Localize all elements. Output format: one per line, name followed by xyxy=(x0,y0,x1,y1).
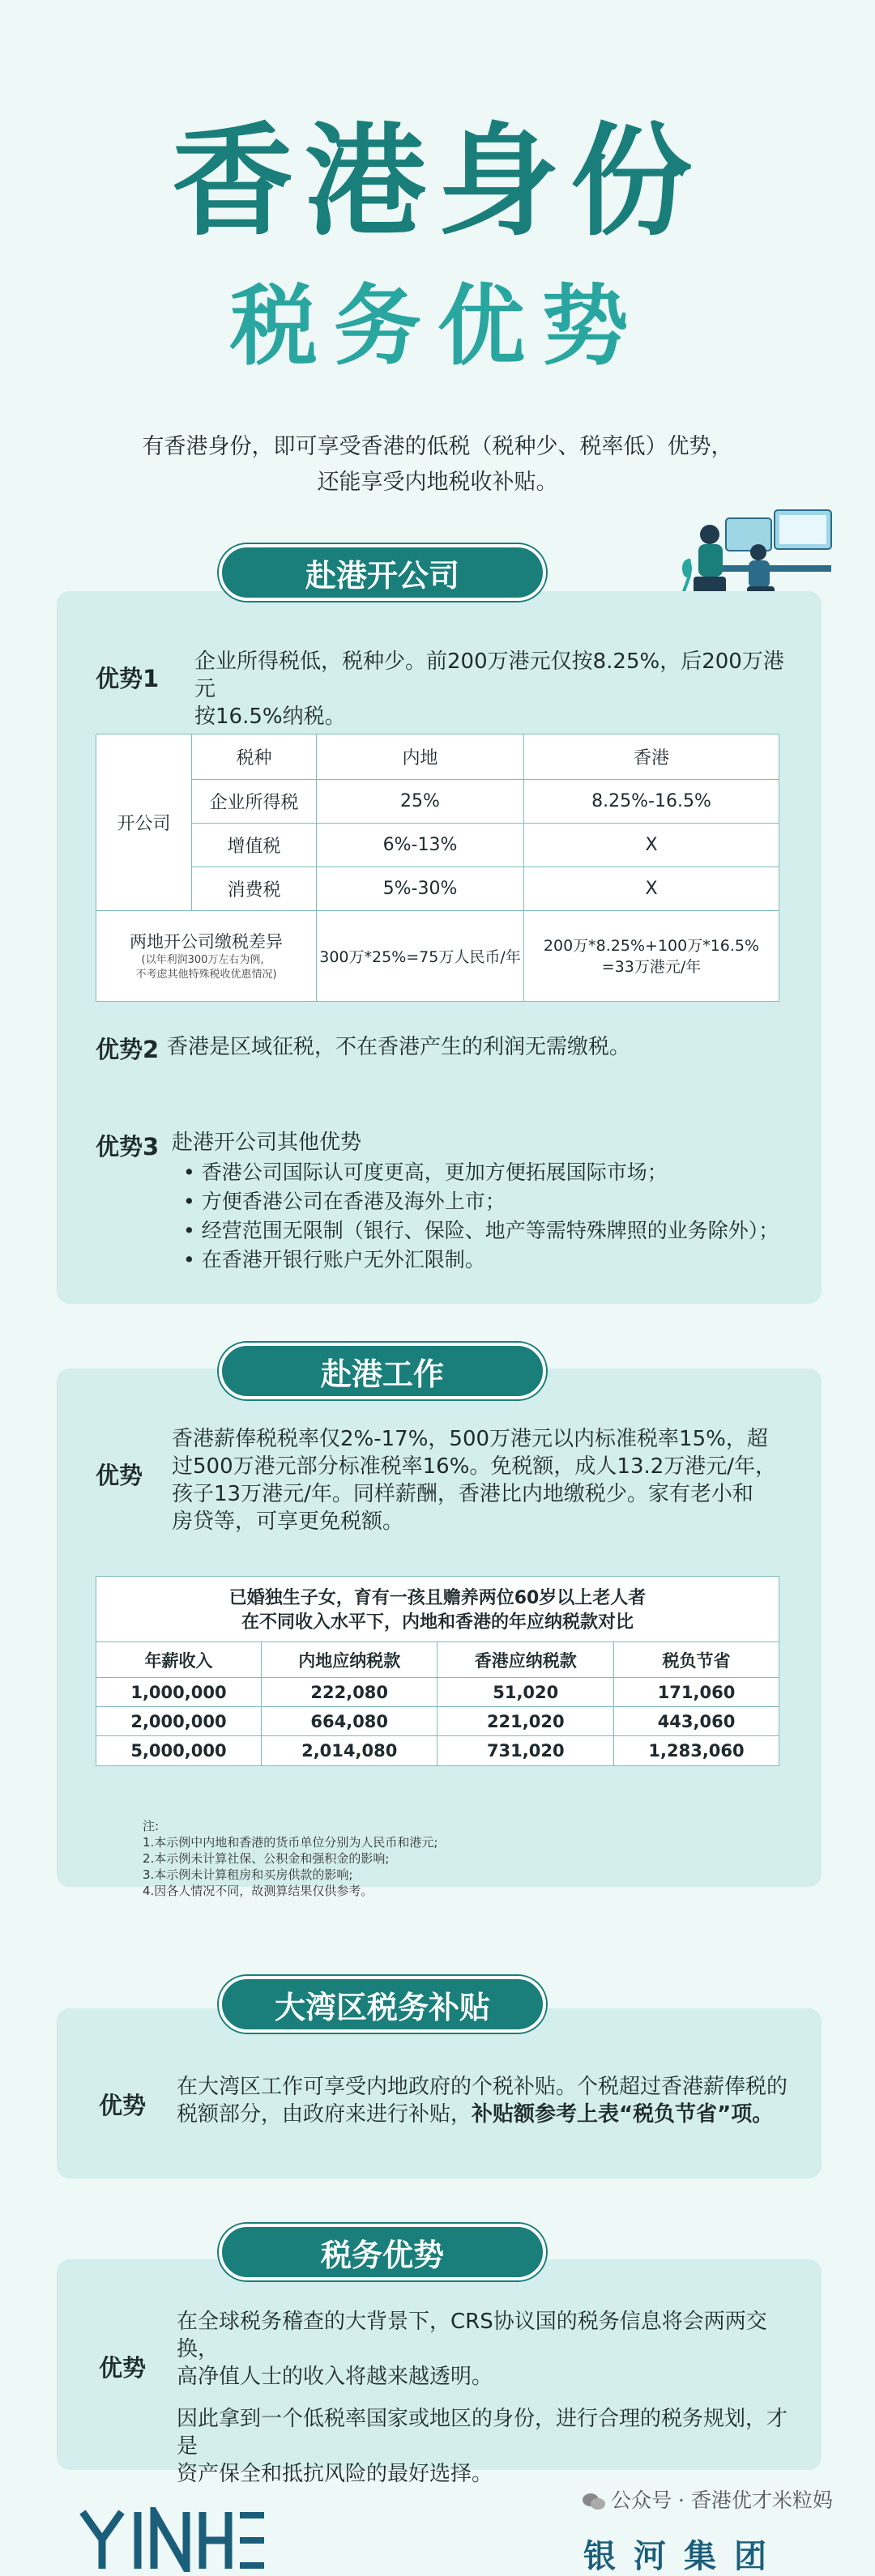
page-subtitle: 税务优势 xyxy=(229,276,645,377)
list-item: • 香港公司国际认可度更高，更加方便拓展国际市场； xyxy=(183,1158,779,1187)
col-mainland: 内地 xyxy=(317,734,524,780)
intro-text: 有香港身份，即可享受香港的低税（税种少、税率低）优势， 还能享受内地税收补贴。 xyxy=(142,434,733,495)
advantage-1-label: 优势1 xyxy=(96,665,160,692)
list-item: • 在香港开银行账户无外汇限制。 xyxy=(183,1245,779,1275)
advantage-3-title: 赴港开公司其他优势 xyxy=(172,1130,362,1155)
yinhe-logo-icon xyxy=(79,2507,266,2572)
group-label: 开公司 xyxy=(96,734,192,911)
list-item: • 经营范围无限制（银行、保险、地产等需特殊牌照的业务除外）； xyxy=(183,1216,779,1245)
salary-table-heading: 已婚独生子女，育有一孩且赡养两位60岁以上老人者 在不同收入水平下，内地和香港的年应纳税款对比 xyxy=(228,1588,647,1633)
table-header-row: 年薪收入 内地应纳税款 香港应纳税款 税负节省 xyxy=(96,1642,779,1678)
table-row: 5,000,000 2,014,080 731,020 1,283,060 xyxy=(96,1736,779,1765)
section-title-tax-advantage: 税务优势 xyxy=(219,2224,546,2280)
bay-area-advantage-label: 优势 xyxy=(99,2092,147,2119)
advantage-1-text: 企业所得税低，税种少。前200万港元仅按8.25%，后200万港元 按16.5%纳税。 xyxy=(194,649,784,729)
wechat-icon xyxy=(582,2492,606,2511)
work-advantage-label: 优势 xyxy=(96,1462,143,1489)
wechat-account: 公众号 · 香港优才米粒妈 xyxy=(582,2484,833,2514)
list-item: • 方便香港公司在香港及海外上市； xyxy=(183,1187,779,1216)
table-row: 2,000,000 664,080 221,020 443,060 xyxy=(96,1707,779,1736)
work-advantage-text: 香港薪俸税税率仅2%-17%，500万港元以内标准税率15%，超 过500万港元部分标准税率16%。免税额，成人13.2万港元/年， 孩子13万港元/年。同样薪酬，香港比内地缴税少。家有老小和 房贷等，可享更免税额。 xyxy=(172,1427,777,1534)
table-notes: 注: 1.本示例中内地和香港的货币单位分别为人民币和港元; 2.本示例未计算社保、公积金和强积金的影响; 3.本示例未计算租房和买房供款的影响; 4.因各人情况不同，故测算结果仅供参考。 xyxy=(143,1819,438,1898)
salary-tax-table xyxy=(96,1576,779,1766)
tax-advantage-text: 在全球税务稽查的大背景下，CRS协议国的税务信息将会两两交换， 高净值人士的收入将越来越透明。 因此拿到一个低税率国家或地区的身份，进行合理的税务规划，才是 资产保全和抵抗风险的最好选择。 xyxy=(177,2310,788,2486)
tax-advantage-label: 优势 xyxy=(99,2354,147,2382)
section-title-bay-area: 大湾区税务补贴 xyxy=(219,1976,546,2033)
col-hk: 香港 xyxy=(524,734,779,780)
company-tax-table xyxy=(96,734,779,1002)
advantage-2-text: 香港是区域征税，不在香港产生的利润无需缴税。 xyxy=(167,1035,631,1059)
table-row: 企业所得税 25% 8.25%-16.5% xyxy=(96,780,779,824)
bay-area-advantage-text: 在大湾区工作可享受内地政府的个税补贴。个税超过香港薪俸税的 税额部分，由政府来进行补贴，补贴额参考上表“税负节省”项。 xyxy=(177,2075,788,2127)
brand-name: 银河集团 xyxy=(583,2538,784,2575)
section-title-company: 赴港开公司 xyxy=(219,544,546,601)
advantage-2-label: 优势2 xyxy=(96,1036,160,1063)
page-title: 香港身份 xyxy=(171,112,703,253)
advantage-3-label: 优势3 xyxy=(96,1133,160,1160)
table-row: 1,000,000 222,080 51,020 171,060 xyxy=(96,1678,779,1707)
advantage-3-list xyxy=(183,1158,779,1275)
table-row-diff: 两地开公司缴税差异 (以年利润300万左右为例， 不考虑其他特殊税收优惠情况) 300万*25%=75万人民币/年 200万*8.25%+100万*16.5% =33万港元/年 xyxy=(96,911,779,1002)
section-title-work: 赴港工作 xyxy=(219,1343,546,1399)
col-tax: 税种 xyxy=(192,734,317,780)
table-row: 消费税 5%-30% X xyxy=(96,867,779,911)
table-row: 增值税 6%-13% X xyxy=(96,824,779,867)
